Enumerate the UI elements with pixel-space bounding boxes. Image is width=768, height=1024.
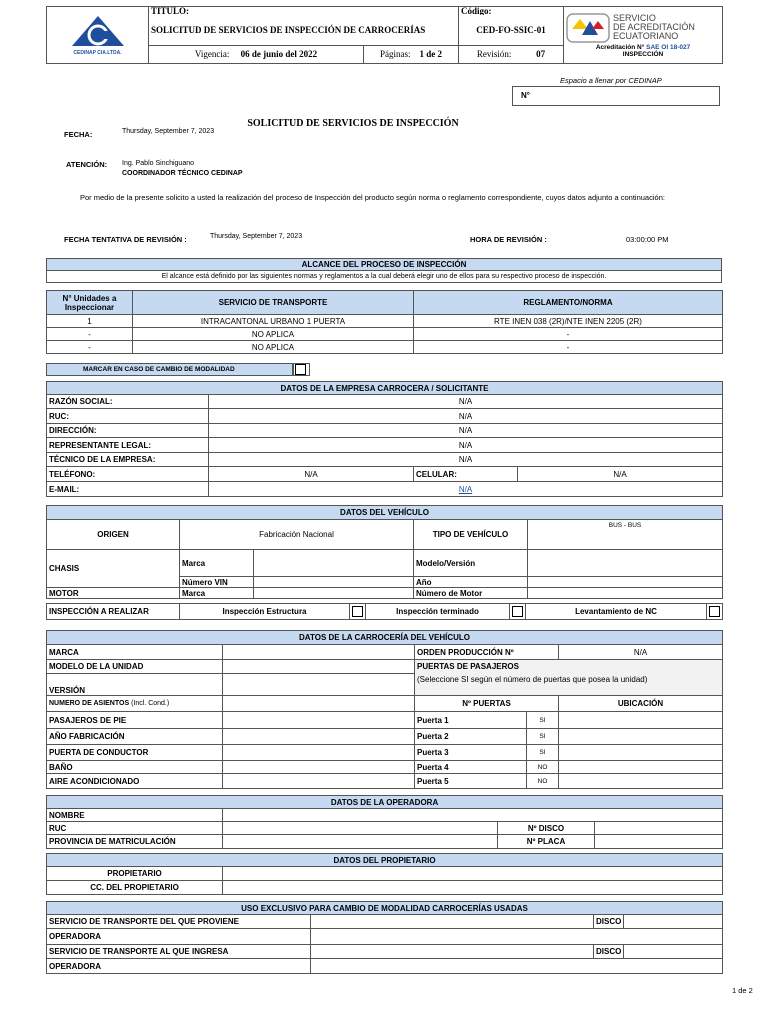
row-label: AIRE ACONDICIONADO [47,774,223,789]
door-select[interactable]: NO [527,761,559,774]
insp-terminado-label: Inspección terminado [366,604,510,620]
levantamiento-cell[interactable] [707,604,723,620]
paginas-cell [364,45,459,63]
chasis-label: CHASIS [47,550,180,588]
chasis-marca-label: Marca [180,550,254,577]
cambio-title: USO EXCLUSIVO PARA CAMBIO DE MODALIDAD CARROCERÍAS USADAS [47,902,723,915]
op-provincia-label: PROVINCIA DE MATRICULACIÓN [47,835,223,849]
op-nombre-field[interactable] [223,809,723,822]
modalidad-checkbox[interactable] [295,364,306,375]
razon-field[interactable]: N/A [209,395,723,409]
door-label: Puerta 1 [415,712,527,729]
revision-date-label: FECHA TENTATIVA DE REVISIÓN : [64,235,187,244]
revision-cell [459,45,564,63]
cedinap-number-label: N° [521,91,530,100]
atencion-label: ATENCIÓN: [66,160,108,169]
origen-label: ORIGEN [47,520,180,550]
asientos-label-cell [47,696,223,712]
insp-terminado-checkbox[interactable] [512,606,523,617]
revision-label: Revisión: [476,49,512,60]
cambio-table [46,901,723,974]
ruc-field[interactable]: N/A [209,409,723,424]
anio-label: Año [414,577,528,588]
num-motor-label: Número de Motor [414,588,528,599]
header-table [46,6,723,64]
cc-propietario-label: CC. DEL PROPIETARIO [47,881,223,895]
sae-line1: SERVICIO [613,13,656,23]
doc-title-header: SOLICITUD DE SERVICIOS DE INSPECCIÓN DE CARROCERÍAS [149,15,459,45]
vin-field[interactable] [254,577,414,588]
sae-line2: DE ACREDITACIÓN [613,22,695,32]
door-location[interactable] [559,712,723,729]
puertas-label: PUERTAS DE PASAJEROS [417,662,519,671]
intro-text: Por medio de la presente solicito a usted la realización del proceso de Inspección del producto según norma o reglamento correspondiente, cuyos datos adjunto a continuación: [80,193,665,202]
operadora-table [46,795,723,849]
disco2-label: DISCO [594,945,624,959]
tecnico-label: TÉCNICO DE LA EMPRESA: [47,453,209,467]
door-location[interactable] [559,745,723,761]
row-field[interactable] [223,729,415,745]
op-placa-label: Nº PLACA [498,835,595,849]
table-row [47,315,723,328]
num-motor-field[interactable] [528,588,723,599]
celular-field[interactable]: N/A [518,467,723,482]
table-row [47,774,723,789]
telefono-label: TELÉFONO: [47,467,209,482]
revision-time-value[interactable]: 03:00:00 PM [626,235,669,244]
op-ruc-field[interactable] [223,822,498,835]
disco2-field[interactable] [624,945,723,959]
op-provincia-field[interactable] [223,835,498,849]
propietario-title: DATOS DEL PROPIETARIO [47,854,723,867]
row-field[interactable] [223,745,415,761]
propietario-label: PROPIETARIO [47,867,223,881]
propietario-table [46,853,723,895]
version-label: VERSIÓN [47,674,223,696]
op-disco-label: Nº DISCO [498,822,595,835]
alcance-title: ALCANCE DEL PROCESO DE INSPECCIÓN [47,259,722,271]
anio-field[interactable] [528,577,723,588]
modelo-unidad-label: MODELO DE LA UNIDAD [47,660,223,674]
door-label: Puerta 4 [415,761,527,774]
row-label: BAÑO [47,761,223,774]
propietario-field[interactable] [223,867,723,881]
col-norm: REGLAMENTO/NORMA [414,291,723,315]
modelo-unidad-field[interactable] [223,660,415,674]
paginas-label: Páginas: [380,49,411,60]
asientos-field[interactable] [223,696,415,712]
disco1-field[interactable] [624,915,723,929]
table-row [47,745,723,761]
insp-estructura-checkbox[interactable] [352,606,363,617]
code-label: Código: [459,7,564,16]
marca-field[interactable] [223,645,415,660]
empresa-table [46,381,723,497]
ruc-label: RUC: [47,409,209,424]
vigencia-value: 06 de junio del 2022 [240,49,318,60]
insp-terminado-cell[interactable] [510,604,526,620]
door-location[interactable] [559,729,723,745]
row-field[interactable] [223,712,415,729]
vigencia-label: Vigencia: [194,49,230,60]
operadora1-label: OPERADORA [47,929,311,945]
empresa-title: DATOS DE LA EMPRESA CARROCERA / SOLICITANTE [47,382,723,395]
origen-field[interactable]: Fabricación Nacional [180,520,414,550]
cedinap-logo-icon [68,14,128,48]
tipo-label: TIPO DE VEHÍCULO [414,520,528,550]
doc-title: SOLICITUD DE SERVICIOS DE INSPECCIÓN [247,118,459,129]
levantamiento-checkbox[interactable] [709,606,720,617]
operadora-title: DATOS DE LA OPERADORA [47,796,723,809]
insp-estructura-cell[interactable] [350,604,366,620]
tecnico-field[interactable]: N/A [209,453,723,467]
footer-page-number: 1 de 2 [732,986,753,995]
row-label: AÑO FABRICACIÓN [47,729,223,745]
email-label: E-MAIL: [47,482,209,497]
modalidad-checkbox-cell[interactable] [292,363,310,376]
motor-label: MOTOR [47,588,180,599]
ingresa-label: SERVICIO DE TRANSPORTE AL QUE INGRESA [47,945,311,959]
alcance-header-table [46,258,722,283]
door-select[interactable]: NO [527,774,559,789]
email-field[interactable] [209,482,723,497]
puertas-info [415,660,723,696]
door-select[interactable]: SI [527,729,559,745]
row-label: PUERTA DE CONDUCTOR [47,745,223,761]
vigencia-cell [149,45,364,63]
fecha-label: FECHA: [64,130,93,139]
alcance-table [46,290,723,354]
table-row [47,328,723,341]
npuertas-label: Nº PUERTAS [415,696,559,712]
version-field[interactable] [223,674,415,696]
representante-field[interactable]: N/A [209,438,723,453]
motor-marca-field[interactable] [254,588,414,599]
operadora1-field[interactable] [311,929,723,945]
door-label: Puerta 5 [415,774,527,789]
title-label: TITULO: [149,7,459,16]
norm-cell[interactable]: - [414,328,723,341]
representante-label: REPRESENTANTE LEGAL: [47,438,209,453]
doc-code: CED-FO-SSIC-01 [459,15,564,45]
razon-label: RAZÓN SOCIAL: [47,395,209,409]
door-select[interactable]: SI [527,712,559,729]
cc-propietario-field[interactable] [223,881,723,895]
vehiculo-title: DATOS DEL VEHÍCULO [47,506,723,520]
door-label: Puerta 3 [415,745,527,761]
cedinap-logo [47,7,149,64]
revision-value: 07 [536,49,546,60]
norm-cell[interactable]: - [414,341,723,354]
ingresa-field[interactable] [311,945,594,959]
motor-marca-label: Marca [180,588,254,599]
modelo-label: Modelo/Versión [414,550,528,577]
units-cell[interactable]: - [47,328,133,341]
orden-field[interactable]: N/A [559,645,723,660]
telefono-field[interactable]: N/A [209,467,414,482]
asientos-hint: (Incl. Cond.) [131,700,170,707]
modalidad-label: MARCAR EN CASO DE CAMBIO DE MODALIDAD [46,363,294,376]
op-disco-field[interactable] [595,822,723,835]
operadora2-label: OPERADORA [47,959,311,974]
carroceria-title: DATOS DE LA CARROCERÍA DEL VEHÍCULO [47,631,723,645]
fecha-value[interactable]: Thursday, September 7, 2023 [122,128,215,135]
paginas-value: 1 de 2 [419,49,442,60]
proviene-field[interactable] [311,915,594,929]
door-select[interactable]: SI [527,745,559,761]
orden-label: ORDEN PRODUCCIÓN Nº [415,645,559,660]
door-label: Puerta 2 [415,729,527,745]
table-row [47,341,723,354]
sae-line3: ECUATORIANO [613,31,679,41]
table-row [47,712,723,729]
chasis-marca-field[interactable] [254,550,414,577]
atencion-role: COORDINADOR TÉCNICO CEDINAP [122,170,243,177]
puertas-hint: (Seleccione SI según el número de puertas que posea la unidad) [417,675,648,684]
sae-inspeccion: INSPECCIÓN [622,50,664,58]
service-cell[interactable]: INTRACANTONAL URBANO 1 PUERTA [133,315,414,328]
norm-cell[interactable]: RTE INEN 038 (2R)/NTE INEN 2205 (2R) [414,315,723,328]
vin-label: Número VIN [180,577,254,588]
disco1-label: DISCO [594,915,624,929]
direccion-label: DIRECCIÓN: [47,424,209,438]
direccion-field[interactable]: N/A [209,424,723,438]
cedinap-space-label: Espacio a llenar por CEDINAP [560,76,662,85]
door-location[interactable] [559,774,723,789]
sae-logo [564,7,723,64]
sae-accred-label: Acreditación N° [595,43,645,51]
table-row [47,761,723,774]
alcance-desc: El alcance está definido por las siguientes normas y reglamentos a la cual deberá elegir uno de ellos para su respectivo proceso de inspección. [47,271,722,283]
op-placa-field[interactable] [595,835,723,849]
marca-label: MARCA [47,645,223,660]
revision-time-label: HORA DE REVISIÓN : [470,235,547,244]
operadora2-field[interactable] [311,959,723,974]
units-cell[interactable]: 1 [47,315,133,328]
asientos-label: NUMERO DE ASIENTOS [49,700,130,707]
row-label: PASAJEROS DE PIE [47,712,223,729]
tipo-field[interactable]: BUS - BUS [528,520,723,550]
modelo-field[interactable] [528,550,723,577]
ubicacion-label: UBICACIÓN [559,696,723,712]
insp-estructura-label: Inspección Estructura [180,604,350,620]
row-field[interactable] [223,774,415,789]
units-cell[interactable]: - [47,341,133,354]
row-field[interactable] [223,761,415,774]
carroceria-table [46,630,723,789]
inspeccion-label: INSPECCIÓN A REALIZAR [47,604,180,620]
service-cell[interactable]: NO APLICA [133,341,414,354]
door-location[interactable] [559,761,723,774]
cedinap-logo-text: CEDINAP CIA.LTDA. [73,50,122,56]
service-cell[interactable]: NO APLICA [133,328,414,341]
inspeccion-table [46,603,723,620]
atencion-name: Ing. Pablo Sinchiguano [122,160,194,167]
email-link[interactable]: N/A [458,484,473,494]
proviene-label: SERVICIO DE TRANSPORTE DEL QUE PROVIENE [47,915,311,929]
op-nombre-label: NOMBRE [47,809,223,822]
table-row [47,729,723,745]
sae-accred-code: SAE OI 18-027 [646,43,691,51]
celular-label: CELULAR: [414,467,518,482]
op-ruc-label: RUC [47,822,223,835]
sae-logo-icon [566,13,610,43]
revision-date-value[interactable]: Thursday, September 7, 2023 [210,233,303,240]
levantamiento-label: Levantamiento de NC [526,604,707,620]
cedinap-number-field[interactable] [512,86,720,106]
col-service: SERVICIO DE TRANSPORTE [133,291,414,315]
vehiculo-table [46,505,723,599]
col-units: N° Unidades a Inspeccionar [47,291,133,315]
